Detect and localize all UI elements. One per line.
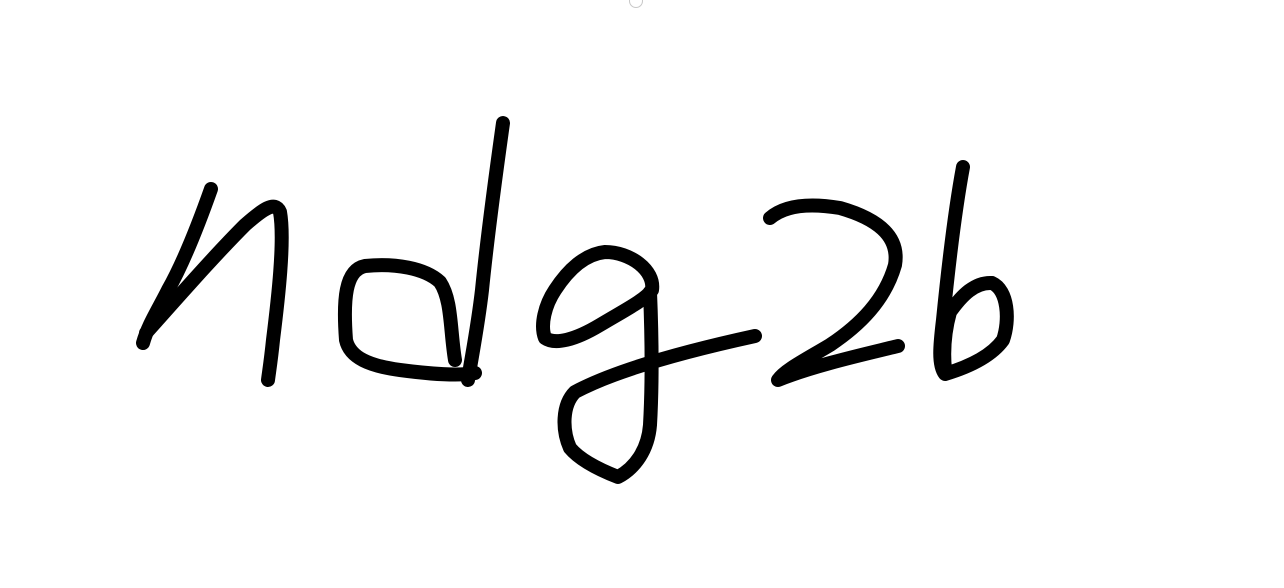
glyph-b <box>940 167 1007 374</box>
stroke-g-tail <box>565 292 755 477</box>
stroke-b <box>940 167 1007 374</box>
glyph-2 <box>770 205 898 380</box>
stroke-d-stem <box>468 123 503 380</box>
stroke-2 <box>770 205 898 380</box>
stroke-g-loop <box>543 252 652 341</box>
glyph-g <box>543 252 755 477</box>
stroke-d-bowl <box>345 265 475 374</box>
glyph-n <box>143 189 282 380</box>
glyph-d <box>345 123 503 380</box>
